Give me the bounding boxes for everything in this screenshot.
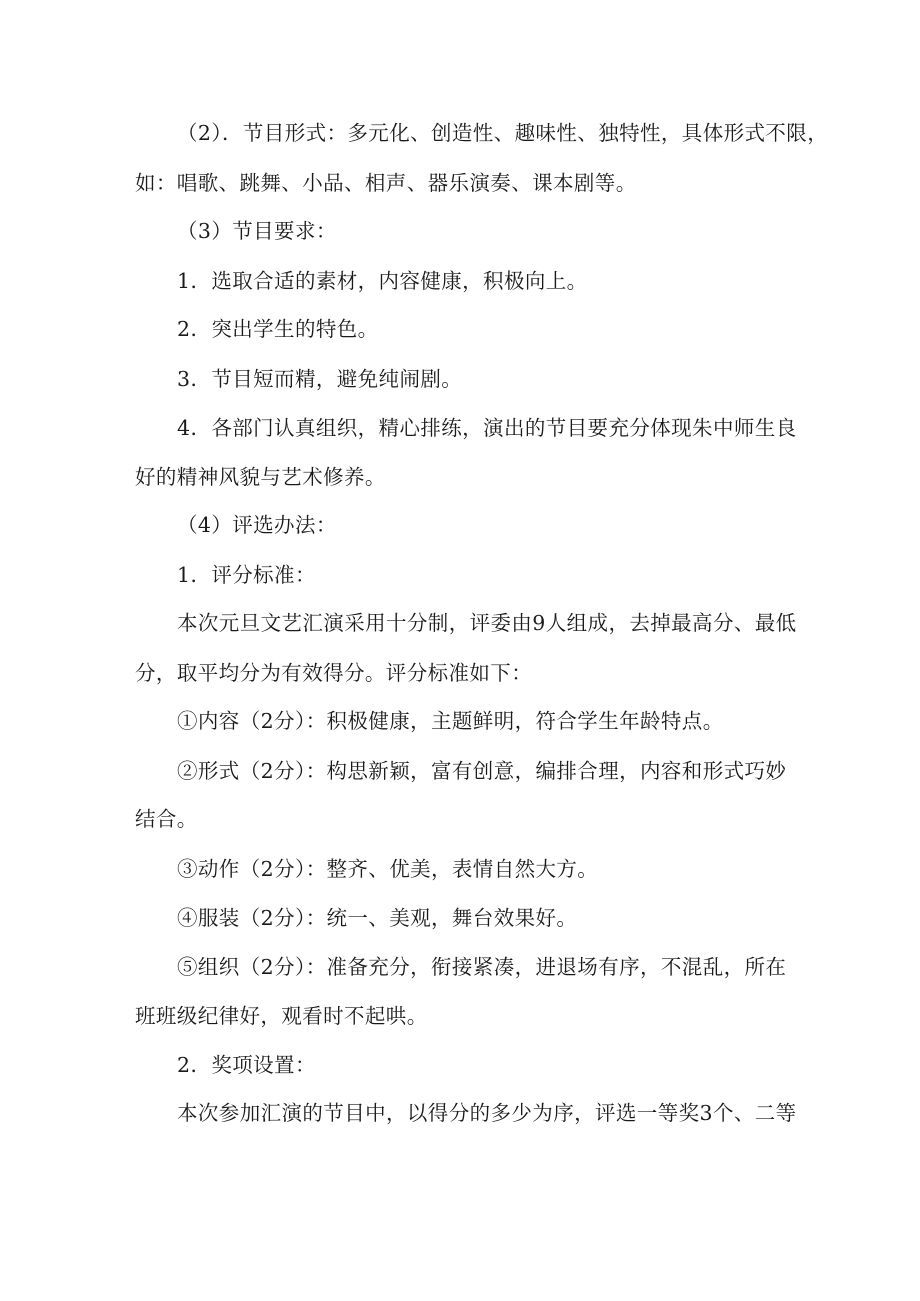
- criterion-form-cont: 结合。: [135, 807, 198, 831]
- paragraph-scoring-system: 本次元旦文艺汇演采用十分制，评委由9人组成，去掉最高分、最低: [177, 611, 797, 635]
- heading-scoring-criteria: 1．评分标准：: [177, 563, 316, 587]
- criterion-organization-cont: 班班级纪律好，观看时不起哄。: [135, 1004, 428, 1028]
- paragraph-program-format: （2）．节目形式：多元化、创造性、趣味性、独特性，具体形式不限，: [177, 121, 829, 145]
- paragraph-scoring-system-cont: 分，取平均分为有效得分。评分标准如下：: [135, 661, 533, 685]
- paragraph-program-format-cont: 如：唱歌、跳舞、小品、相声、器乐演奏、课本剧等。: [135, 171, 637, 195]
- requirement-item-4-cont: 好的精神风貌与艺术修养。: [135, 465, 386, 489]
- requirement-item-1: 1．选取合适的素材，内容健康，积极向上。: [177, 269, 588, 293]
- heading-program-requirements: （3）节目要求：: [177, 219, 337, 243]
- criterion-movement: ③动作（2分）：整齐、优美，表情自然大方。: [177, 857, 599, 881]
- requirement-item-2: 2．突出学生的特色。: [177, 317, 379, 341]
- criterion-content: ①内容（2分）：积极健康，主题鲜明，符合学生年龄特点。: [177, 709, 724, 733]
- criterion-costume: ④服装（2分）：统一、美观，舞台效果好。: [177, 906, 578, 930]
- criterion-organization: ⑤组织（2分）：准备充分，衔接紧凑，进退场有序，不混乱，所在: [177, 955, 787, 979]
- heading-selection-method: （4）评选办法：: [177, 513, 337, 537]
- paragraph-award-settings: 本次参加汇演的节目中，以得分的多少为序，评选一等奖3个、二等: [177, 1101, 797, 1125]
- requirement-item-3: 3．节目短而精，避免纯闹剧。: [177, 367, 463, 391]
- criterion-form: ②形式（2分）：构思新颖，富有创意，编排合理，内容和形式巧妙: [177, 759, 787, 783]
- heading-award-settings: 2．奖项设置：: [177, 1053, 316, 1077]
- requirement-item-4: 4．各部门认真组织，精心排练，演出的节目要充分体现朱中师生良: [177, 416, 797, 440]
